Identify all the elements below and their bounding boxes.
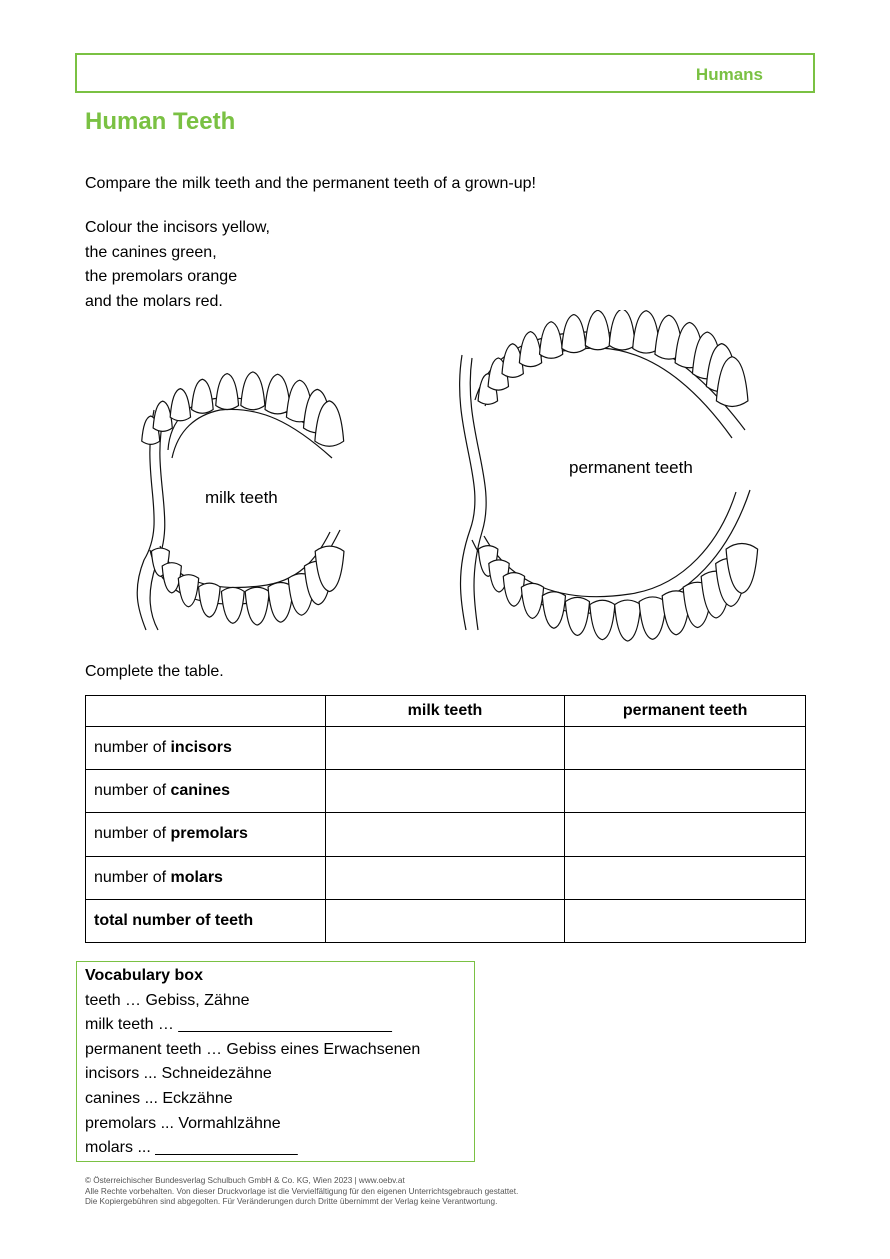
- row-label-premolars: number of premolars: [86, 813, 326, 856]
- tooth: [565, 597, 589, 635]
- answer-cell-permanent[interactable]: [565, 856, 806, 899]
- answer-cell-permanent[interactable]: [565, 899, 806, 942]
- row-label-incisors: number of incisors: [86, 727, 326, 770]
- intro-text: Compare the milk teeth and the permanent teeth of a grown-up!: [85, 175, 536, 192]
- answer-cell-permanent[interactable]: [565, 813, 806, 856]
- table-header-row: [86, 696, 806, 727]
- tooth: [199, 583, 221, 617]
- instruction-line: the premolars orange: [85, 268, 238, 285]
- header-cell-empty: [86, 696, 326, 727]
- milk-cheek-line-2: [150, 415, 165, 630]
- instruction-line: the canines green,: [85, 243, 217, 261]
- footer-line: © Österreichischer Bundesverlag Schulbuch GmbH & Co. KG, Wien 2023 | www.oebv.at: [85, 1176, 405, 1185]
- vocabulary-box: [76, 961, 475, 1162]
- header-cell-permanent-teeth: permanent teeth: [565, 696, 806, 727]
- tooth: [562, 315, 586, 353]
- jaws-drawing: [120, 310, 780, 650]
- instruction-line: Colour the incisors yellow,: [85, 219, 270, 236]
- tooth: [245, 587, 269, 625]
- tooth: [221, 587, 244, 623]
- vocabulary-heading: Vocabulary box: [85, 967, 203, 984]
- tooth: [153, 401, 172, 431]
- tooth: [241, 372, 265, 410]
- instruction-line: and the molars red.: [85, 292, 223, 310]
- tooth: [590, 600, 615, 639]
- table-row: [86, 727, 806, 770]
- copyright-footer: [85, 1176, 518, 1208]
- tooth: [216, 374, 239, 410]
- milk-lower-jaw: [150, 530, 344, 625]
- tooth: [170, 389, 190, 421]
- row-label-canines: number of canines: [86, 770, 326, 813]
- tooth: [639, 597, 666, 639]
- vocabulary-line: teeth … Gebiss, Zähne: [85, 991, 250, 1009]
- teeth-illustration: [120, 310, 780, 650]
- table-row: [86, 813, 806, 856]
- table-row: [86, 856, 806, 899]
- permanent-upper-jaw: [475, 310, 748, 438]
- row-label-molars: number of molars: [86, 856, 326, 899]
- permanent-lower-jaw: [472, 490, 758, 641]
- page-title: Human Teeth: [85, 108, 236, 135]
- answer-cell-milk[interactable]: [325, 856, 565, 899]
- vocabulary-line: permanent teeth … Gebiss eines Erwachsenen: [85, 1040, 421, 1058]
- vocabulary-line: canines ... Eckzähne: [85, 1089, 233, 1107]
- answer-cell-milk[interactable]: [325, 899, 565, 942]
- teeth-comparison-table: [85, 695, 806, 943]
- colour-instructions: [85, 216, 270, 314]
- milk-teeth-label: milk teeth: [205, 488, 278, 507]
- vocabulary-line: milk teeth … ________________________: [85, 1016, 392, 1034]
- subject-label: Humans: [695, 65, 763, 84]
- tooth: [265, 374, 290, 414]
- vocabulary-line: premolars ... Vormahlzähne: [85, 1114, 281, 1132]
- header-box: [75, 53, 815, 93]
- row-label-total: total number of teeth: [86, 899, 326, 942]
- tooth: [540, 322, 563, 359]
- perm-cheek-line: [460, 355, 475, 630]
- tooth: [178, 575, 198, 607]
- footer-line: Die Kopiergebühren sind abgegolten. Für Veränderungen durch Dritte übernimmt der Verlag keine Verantwortung.: [85, 1197, 498, 1206]
- vocabulary-line: molars ... ________________: [85, 1139, 298, 1157]
- table-instruction: Complete the table.: [85, 663, 224, 680]
- tooth: [585, 310, 610, 349]
- header-cell-milk-teeth: milk teeth: [325, 696, 565, 727]
- tooth: [615, 600, 641, 641]
- footer-line: Alle Rechte vorbehalten. Von dieser Druckvorlage ist die Vervielfältigung für den eigenen Unterrichtsgebrauch gestattet.: [85, 1186, 519, 1196]
- permanent-teeth-label: permanent teeth: [569, 458, 693, 477]
- answer-cell-permanent[interactable]: [565, 727, 806, 770]
- milk-upper-jaw: [142, 372, 344, 458]
- tooth: [519, 332, 541, 367]
- table-row: [86, 899, 806, 942]
- answer-cell-permanent[interactable]: [565, 770, 806, 813]
- table-row: [86, 770, 806, 813]
- answer-cell-milk[interactable]: [325, 770, 565, 813]
- tooth: [542, 592, 565, 629]
- answer-cell-milk[interactable]: [325, 813, 565, 856]
- tooth: [192, 379, 214, 413]
- answer-cell-milk[interactable]: [325, 727, 565, 770]
- vocabulary-line: incisors ... Schneidezähne: [85, 1065, 272, 1083]
- tooth: [609, 310, 635, 350]
- tooth: [521, 583, 543, 618]
